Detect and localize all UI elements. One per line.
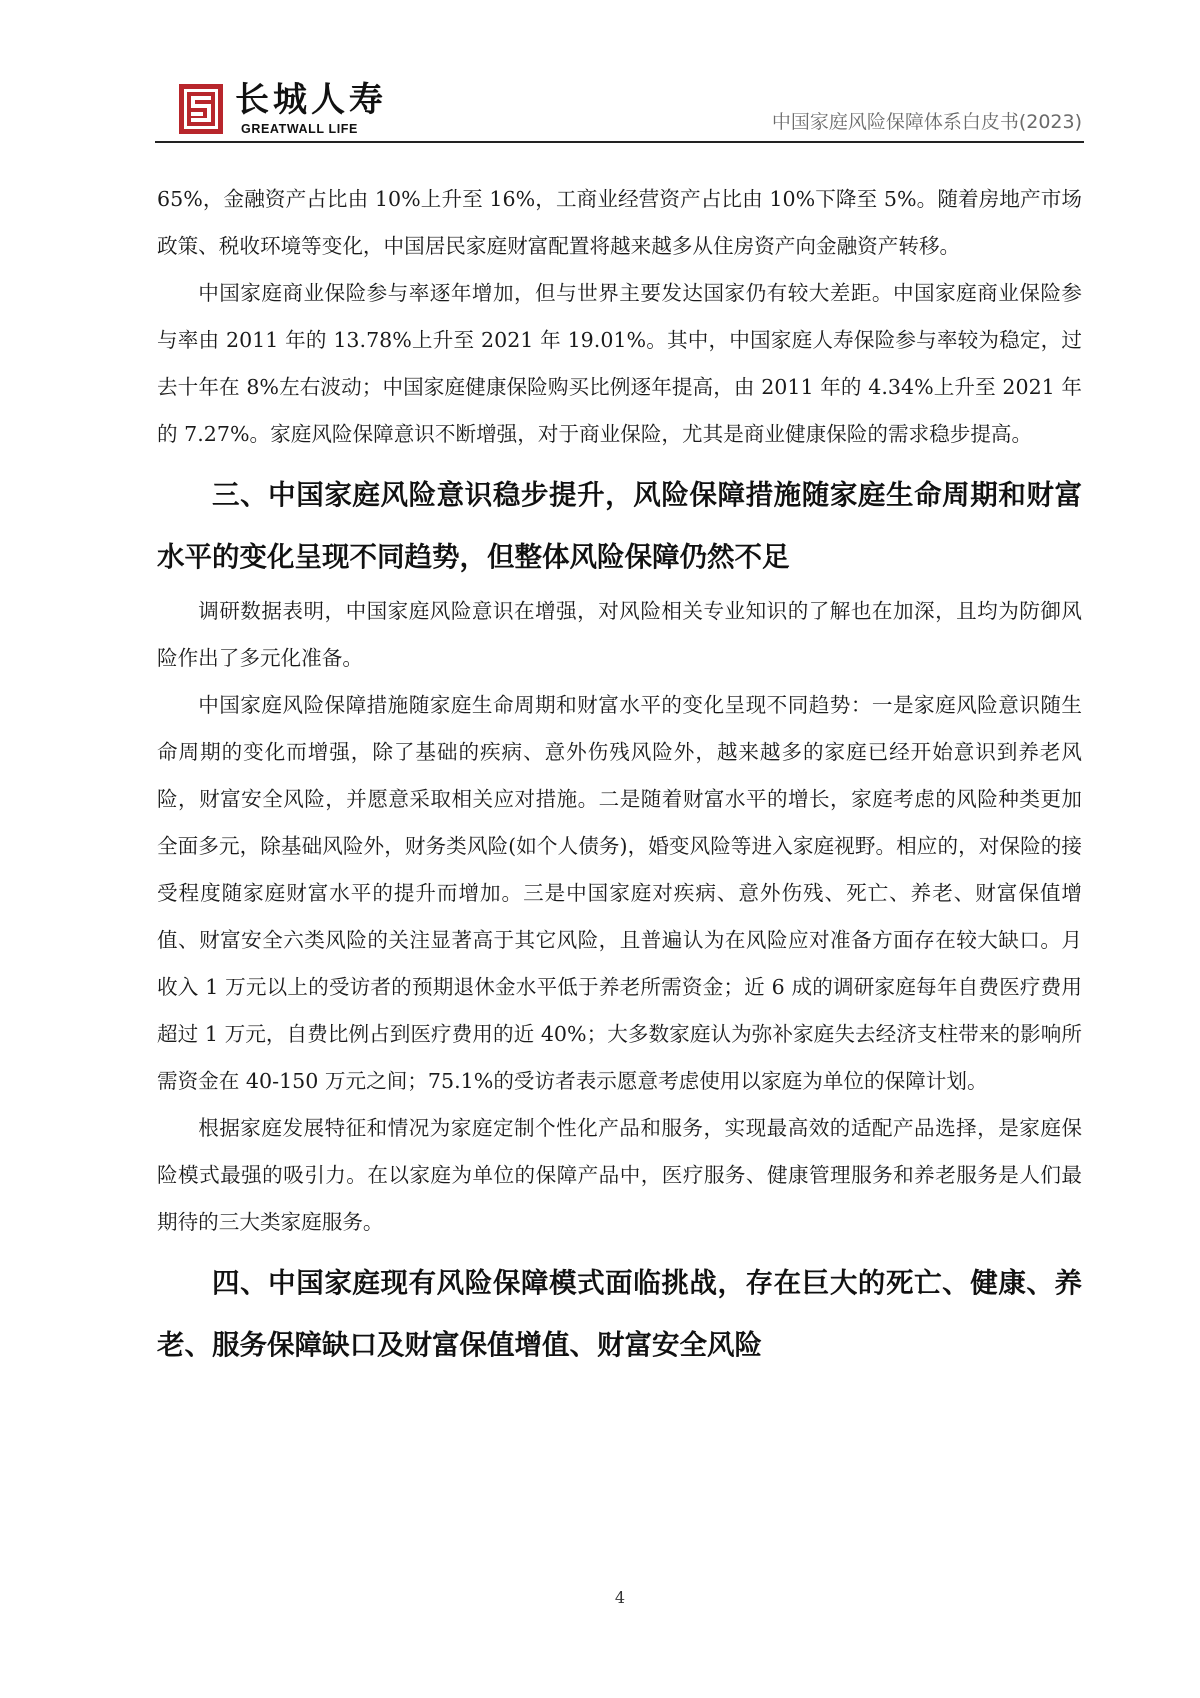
paragraph-survey-data: 调研数据表明，中国家庭风险意识在增强，对风险相关专业知识的了解也在加深，且均为防御风险作出了多元化准备。	[157, 599, 1082, 670]
page-header	[157, 80, 1082, 142]
paragraph-risk-trends: 中国家庭风险保障措施随家庭生命周期和财富水平的变化呈现不同趋势：一是家庭风险意识随生命周期的变化而增强，除了基础的疾病、意外伤残风险外，越来越多的家庭已经开始意识到养老风险，财富安全风险，并愿意采取相关应对措施。二是随着财富水平的增长，家庭考虑的风险种类更加全面多元，除基础风险外，财务类风险(如个人债务)，婚变风险等进入家庭视野。相应的，对保险的接受程度随家庭财富水平的提升而增加。三是中国家庭对疾病、意外伤残、死亡、养老、财富保值增值、财富安全六类风险的关注显著高于其它风险，且普遍认为在风险应对准备方面存在较大缺口。月收入 1 万元以上的受访者的预期退休金水平低于养老所需资金；近 6 成的调研家庭每年自费医疗费用超过 1 万元，自费比例占到医疗费用的近 40%；大多数家庭认为弥补家庭失去经济支柱带来的影响所需资金在 40-150 万元之间；75.1%的受访者表示愿意考虑使用以家庭为单位的保障计划。	[157, 693, 1082, 1093]
paragraph-insurance-participation: 中国家庭商业保险参与率逐年增加，但与世界主要发达国家仍有较大差距。中国家庭商业保险参与率由 2011 年的 13.78%上升至 2021 年 19.01%。其中，中国家庭人寿保险参与率较为稳定，过去十年在 8%左右波动；中国家庭健康保险购买比例逐年提高，由 2011 年的 4.34%上升至 2021 年的 7.27%。家庭风险保障意识不断增强，对于商业保险，尤其是商业健康保险的需求稳步提高。	[157, 281, 1082, 446]
page-body	[157, 176, 1082, 1376]
document-title: 中国家庭风险保障体系白皮书(2023)	[771, 111, 1082, 133]
brand-name-cn: 长城人寿	[235, 80, 387, 120]
paragraph-family-products: 根据家庭发展特征和情况为家庭定制个性化产品和服务，实现最高效的适配产品选择，是家庭保险模式最强的吸引力。在以家庭为单位的保障产品中，医疗服务、健康管理服务和养老服务是人们最期待的三大类家庭服务。	[157, 1116, 1082, 1234]
header-divider	[155, 141, 1084, 143]
paragraph-continuation: 65%，金融资产占比由 10%上升至 16%，工商业经营资产占比由 10%下降至 5%。随着房地产市场政策、税收环境等变化，中国居民家庭财富配置将越来越多从住房资产向金融资产转移。	[157, 187, 1082, 258]
page-number: 4	[614, 1588, 626, 1607]
section-heading-3: 三、中国家庭风险意识稳步提升，风险保障措施随家庭生命周期和财富水平的变化呈现不同趋势，但整体风险保障仍然不足	[157, 479, 1082, 573]
brand-name-en: GREATWALL LIFE	[241, 122, 358, 136]
great-wall-logo-icon	[179, 84, 223, 134]
section-heading-4: 四、中国家庭现有风险保障模式面临挑战，存在巨大的死亡、健康、养老、服务保障缺口及财富保值增值、财富安全风险	[157, 1267, 1082, 1361]
